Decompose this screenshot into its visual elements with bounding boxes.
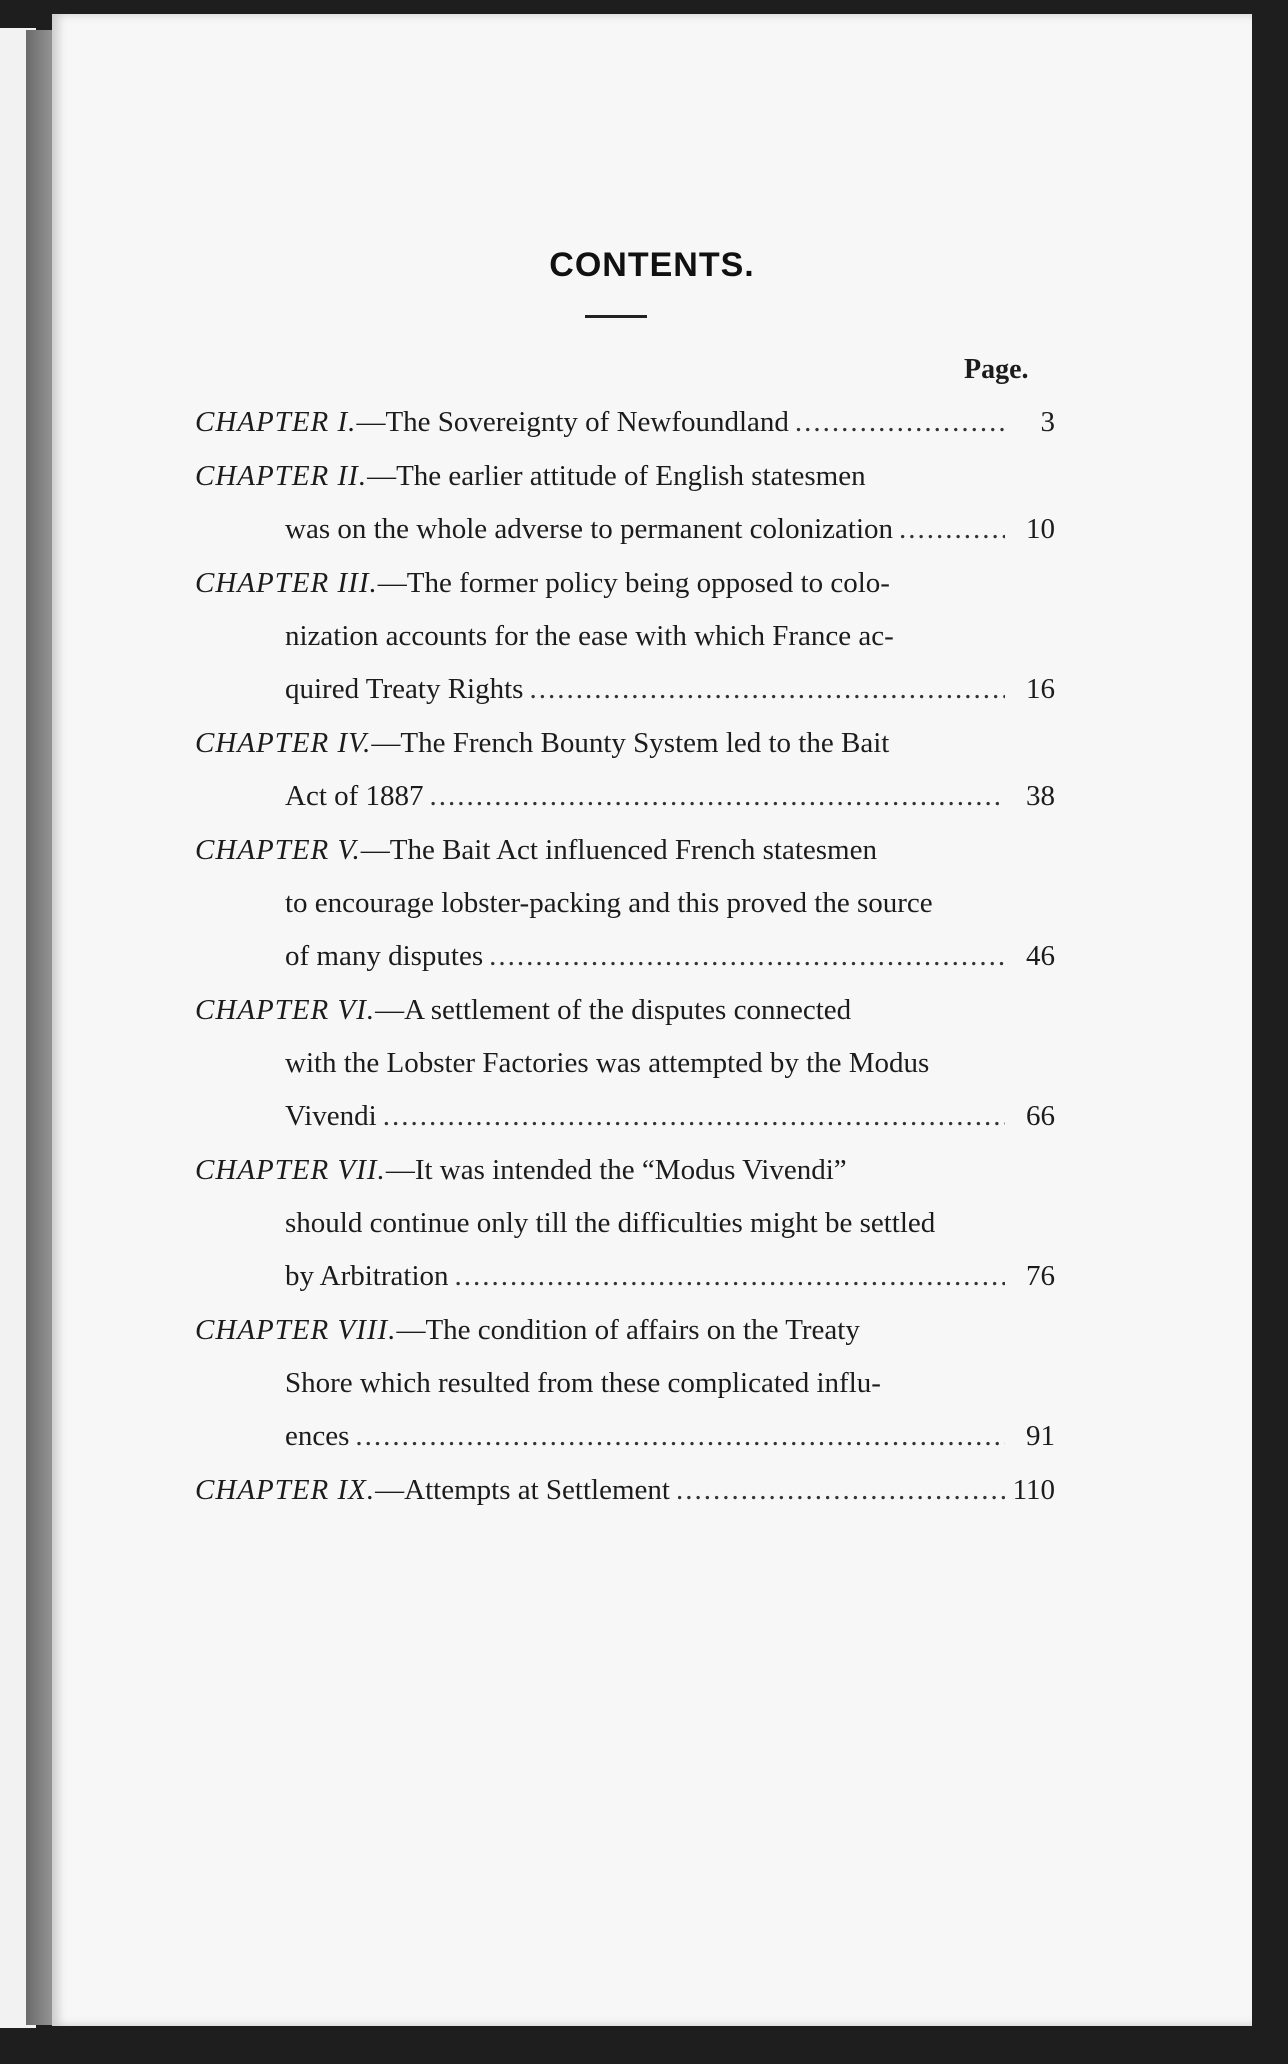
toc-entry-2	[195, 450, 1055, 556]
dot-leader	[449, 1250, 1005, 1303]
chapter-title-line: by Arbitration	[285, 1260, 449, 1292]
toc-entry-1	[195, 396, 1055, 449]
toc-entry-5	[195, 824, 1055, 983]
page-number: 3	[1040, 406, 1055, 438]
chapter-title-line: —It was intended the “Modus Vivendi”	[385, 1154, 847, 1186]
dot-leader	[424, 770, 1005, 823]
title-rule	[585, 315, 647, 318]
page-number: 91	[1026, 1420, 1055, 1452]
chapter-title-line: Shore which resulted from these complicated influ-	[285, 1367, 881, 1399]
chapter-title-line: —A settlement of the disputes connected	[375, 994, 852, 1026]
dot-leader	[483, 930, 1005, 983]
chapter-label: CHAPTER VIII.	[195, 1314, 397, 1346]
page-title: CONTENTS.	[549, 246, 755, 284]
chapter-label: CHAPTER IX.	[195, 1474, 376, 1506]
toc-entry-7	[195, 1144, 1055, 1303]
chapter-title-line: nization accounts for the ease with which France ac-	[285, 620, 894, 652]
chapter-title-line: ences	[285, 1420, 350, 1452]
page-number: 16	[1026, 673, 1055, 705]
chapter-title-line: was on the whole adverse to permanent colonization	[285, 513, 893, 545]
page-number: 38	[1026, 780, 1055, 812]
chapter-label: CHAPTER VI.	[195, 994, 376, 1026]
chapter-title-line: —The Bait Act influenced French statesmen	[360, 834, 877, 866]
chapter-label: CHAPTER IV.	[195, 727, 372, 759]
dot-leader	[523, 663, 1005, 716]
chapter-title-line: —The French Bounty System led to the Bait	[371, 727, 890, 759]
contents-page	[52, 14, 1252, 2026]
chapter-title-line: —The Sovereignty of Newfoundland	[356, 406, 789, 438]
chapter-label: CHAPTER V.	[195, 834, 361, 866]
page-number: 110	[1012, 1474, 1055, 1506]
page-number: 76	[1026, 1260, 1055, 1292]
chapter-title-line: —The former policy being opposed to colo-	[377, 567, 890, 599]
chapter-title-line: —The condition of affairs on the Treaty	[396, 1314, 860, 1346]
chapter-title-line: with the Lobster Factories was attempted by the Modus	[285, 1047, 930, 1079]
toc-entry-8	[195, 1304, 1055, 1463]
dot-leader	[377, 1090, 1005, 1143]
toc-entry-9	[195, 1464, 1055, 1517]
chapter-title-line: of many disputes	[285, 940, 484, 972]
chapter-label: CHAPTER III.	[195, 567, 378, 599]
toc-entry-6	[195, 984, 1055, 1143]
dot-leader	[349, 1410, 1005, 1463]
dot-leader	[670, 1464, 1005, 1517]
chapter-title-line: to encourage lobster-packing and this proved the source	[285, 887, 933, 919]
table-of-contents	[195, 396, 1055, 1518]
chapter-label: CHAPTER II.	[195, 460, 368, 492]
chapter-title-line: Vivendi	[285, 1100, 377, 1132]
chapter-label: CHAPTER VII.	[195, 1154, 386, 1186]
toc-entry-4	[195, 717, 1055, 823]
page-number: 46	[1026, 940, 1055, 972]
chapter-title-line: Act of 1887	[285, 780, 424, 812]
page-number: 66	[1026, 1100, 1055, 1132]
chapter-title-line: should continue only till the difficulties might be settled	[285, 1207, 936, 1239]
dot-leader	[789, 396, 1005, 449]
chapter-label: CHAPTER I.	[195, 406, 357, 438]
dot-leader	[893, 503, 1005, 556]
chapter-title-line: quired Treaty Rights	[285, 673, 524, 705]
page-number: 10	[1026, 513, 1055, 545]
page-column-label: Page.	[964, 354, 1029, 385]
chapter-title-line: —The earlier attitude of English statesmen	[367, 460, 866, 492]
toc-entry-3	[195, 557, 1055, 716]
chapter-title-line: —Attempts at Settlement	[375, 1474, 670, 1506]
